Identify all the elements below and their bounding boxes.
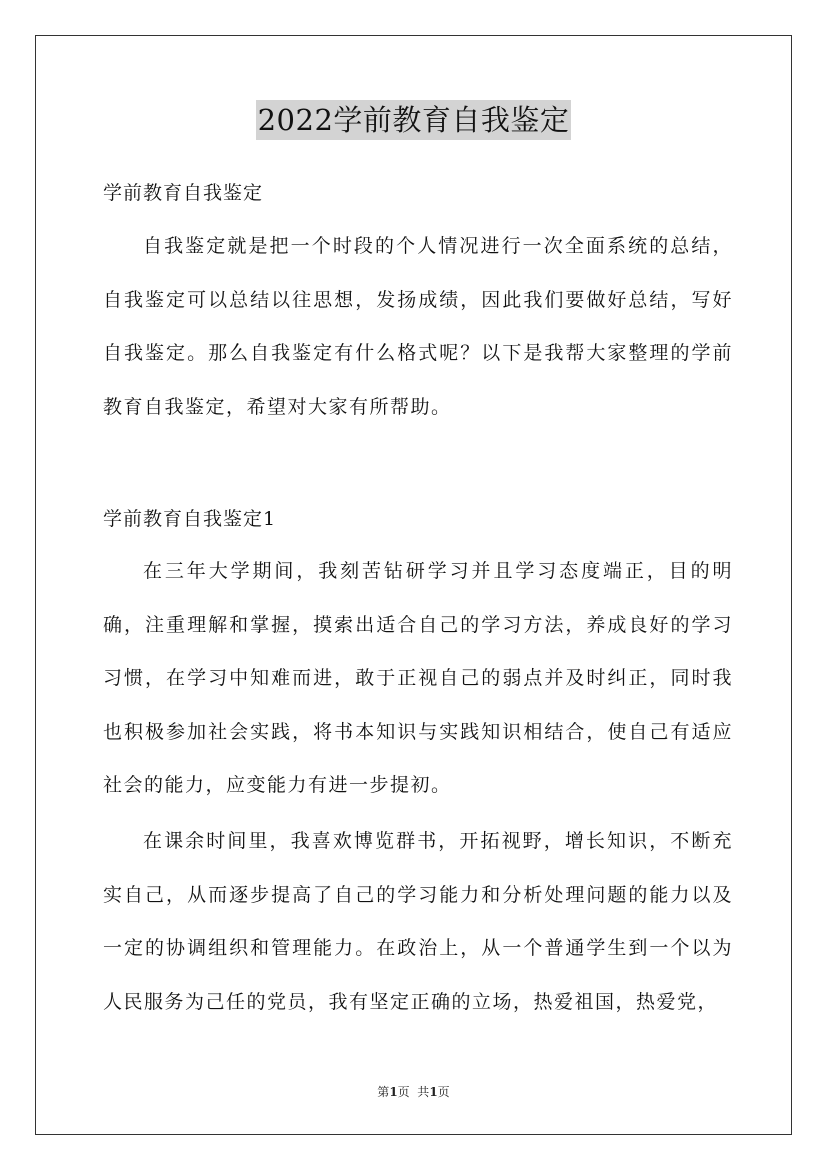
footer-prefix: 第 — [377, 1085, 390, 1099]
intro-paragraph: 自我鉴定就是把一个时段的个人情况进行一次全面系统的总结，自我鉴定可以总结以往思想，发扬成绩，因此我们要做好总结，写好自我鉴定。那么自我鉴定有什么格式呢？以下是我帮大家整理的学前教育自我鉴定，希望对大家有所帮助。 — [103, 235, 733, 418]
footer-total-pages: 1 — [429, 1085, 438, 1099]
footer-mid: 页 共 — [397, 1085, 430, 1099]
footer-suffix: 页 — [437, 1085, 450, 1099]
page-title: 2022学前教育自我鉴定 — [256, 100, 572, 140]
page-footer — [0, 1083, 827, 1100]
section-heading: 学前教育自我鉴定 — [103, 182, 264, 204]
paragraph-2: 在课余时间里，我喜欢博览群书，开拓视野，增长知识，不断充实自己，从而逐步提高了自己的学习能力和分析处理问题的能力以及一定的协调组织和管理能力。在政治上，从一个普通学生到一个以为人民服务为己任的党员，我有坚定正确的立场，热爱祖国，热爱党， — [103, 830, 733, 1013]
title-wrap — [0, 100, 827, 140]
paragraph-1: 在三年大学期间，我刻苦钻研学习并且学习态度端正，目的明确，注重理解和掌握，摸索出适合自己的学习方法，养成良好的学习习惯，在学习中知难而进，敢于正视自己的弱点并及时纠正，同时我也积极参加社会实践，将书本知识与实践知识相结合，使自己有适应社会的能力，应变能力有进一步提初。 — [103, 560, 733, 797]
subheading-1: 学前教育自我鉴定1 — [103, 508, 277, 530]
footer-current-page: 1 — [389, 1085, 398, 1099]
